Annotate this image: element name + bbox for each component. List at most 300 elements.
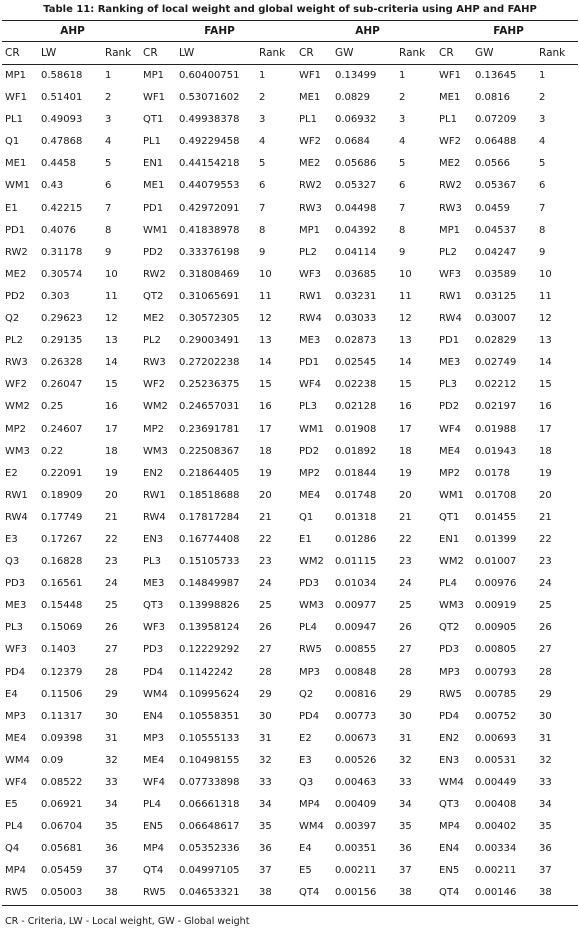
table-cell: WM3: [143, 445, 168, 457]
table-cell: 24: [539, 578, 552, 590]
table-row: [2, 242, 578, 264]
table-footnote: CR - Criteria, LW - Local weight, GW - Global weight: [5, 915, 250, 927]
table-cell: 38: [105, 887, 118, 899]
table-cell: 17: [105, 423, 118, 435]
table-cell: 5: [539, 158, 546, 170]
table-cell: 0.42215: [41, 202, 83, 214]
table-cell: ME1: [143, 180, 165, 192]
table-cell: 0.02238: [335, 379, 377, 391]
table-cell: ME2: [439, 158, 461, 170]
table-cell: 0.04498: [335, 202, 377, 214]
table-row: [2, 286, 578, 308]
table-cell: Q3: [299, 777, 314, 788]
table-cell: 0.00211: [335, 865, 377, 877]
table-cell: 0.01892: [335, 445, 377, 457]
table-cell: 6: [539, 180, 546, 192]
ranking-table: [2, 20, 578, 906]
table-row: [2, 684, 578, 706]
table-cell: 0.58618: [41, 70, 83, 81]
table-cell: 0.44154218: [179, 158, 240, 170]
table-cell: 2: [399, 92, 406, 104]
table-cell: 23: [259, 556, 272, 568]
table-cell: 0.02197: [475, 401, 517, 413]
table-cell: WF3: [5, 644, 28, 656]
table-cell: 0.16828: [41, 556, 83, 568]
column-header: CR: [439, 47, 454, 59]
table-cell: ME3: [299, 335, 321, 347]
table-cell: 0.13958124: [179, 622, 240, 634]
table-cell: PL3: [439, 379, 457, 391]
table-cell: Q2: [299, 688, 314, 700]
table-cell: 30: [539, 710, 552, 722]
table-cell: 3: [105, 114, 112, 126]
table-cell: 28: [259, 666, 272, 678]
table-cell: PD3: [299, 578, 320, 590]
table-cell: 27: [105, 644, 118, 656]
table-cell: 0.42972091: [179, 202, 240, 214]
table-cell: 0.01399: [475, 533, 517, 545]
table-cell: PL2: [299, 246, 317, 258]
column-header: GW: [335, 47, 354, 59]
table-cell: 0.30574: [41, 268, 83, 280]
table-row: [2, 308, 578, 330]
table-cell: WF2: [299, 136, 322, 148]
table-cell: 38: [259, 887, 272, 899]
table-cell: 35: [539, 821, 552, 833]
table-cell: 0.03007: [475, 313, 517, 325]
table-cell: QT2: [143, 290, 164, 302]
table-cell: 0.05459: [41, 865, 83, 877]
table-cell: 0.00463: [335, 777, 377, 788]
table-cell: 28: [105, 666, 118, 678]
table-cell: 12: [259, 313, 272, 325]
table-cell: 0.13499: [335, 70, 377, 81]
table-cell: RW2: [439, 180, 462, 192]
table-cell: WF2: [5, 379, 28, 391]
table-cell: WM2: [439, 556, 464, 568]
table-cell: 0.22091: [41, 467, 83, 479]
table-cell: 0.26328: [41, 357, 83, 369]
table-cell: 10: [105, 268, 118, 280]
table-cell: WM3: [439, 600, 464, 612]
table-cell: 12: [539, 313, 552, 325]
table-cell: 12: [105, 313, 118, 325]
table-cell: 0.22508367: [179, 445, 240, 457]
table-cell: 6: [259, 180, 266, 192]
table-cell: QT4: [143, 865, 164, 877]
table-cell: 0.01844: [335, 467, 377, 479]
table-cell: PD1: [299, 357, 320, 369]
table-cell: 0.15069: [41, 622, 83, 634]
table-row: [2, 551, 578, 573]
table-cell: 0.04537: [475, 224, 517, 236]
table-cell: 0.05367: [475, 180, 517, 192]
column-header: LW: [41, 47, 57, 59]
table-cell: 21: [399, 511, 412, 523]
table-cell: 0.00531: [475, 754, 517, 766]
table-cell: 37: [399, 865, 412, 877]
table-cell: 35: [259, 821, 272, 833]
table-cell: 0.16561: [41, 578, 83, 590]
table-cell: 13: [539, 335, 552, 347]
table-cell: 0.02212: [475, 379, 517, 391]
table-cell: 0.06704: [41, 821, 83, 833]
table-cell: 0.43: [41, 180, 64, 192]
table-cell: PL2: [439, 246, 457, 258]
table-cell: 15: [399, 379, 412, 391]
table-cell: 23: [105, 556, 118, 568]
table-cell: PD3: [143, 644, 164, 656]
table-cell: MP1: [5, 70, 27, 81]
table-cell: 0.08522: [41, 777, 83, 788]
table-cell: 18: [259, 445, 272, 457]
table-cell: E2: [299, 732, 312, 744]
table-cell: RW2: [299, 180, 322, 192]
table-cell: 28: [539, 666, 552, 678]
table-cell: WM2: [299, 556, 324, 568]
table-cell: 5: [105, 158, 112, 170]
table-cell: 4: [259, 136, 266, 148]
table-cell: 0.02749: [475, 357, 517, 369]
table-cell: PD4: [143, 666, 164, 678]
table-cell: 0.4076: [41, 224, 76, 236]
table-cell: 11: [539, 290, 552, 302]
table-row: [2, 131, 578, 153]
table-cell: 25: [539, 600, 552, 612]
table-cell: 0.00156: [335, 887, 377, 899]
table-cell: 36: [399, 843, 412, 855]
table-cell: 11: [259, 290, 272, 302]
table-cell: 31: [539, 732, 552, 744]
table-cell: 16: [539, 401, 552, 413]
table-cell: WM4: [439, 777, 464, 788]
table-cell: RW1: [5, 489, 28, 501]
table-cell: 0.17267: [41, 533, 83, 545]
table-cell: 0.27202238: [179, 357, 240, 369]
table-cell: 30: [399, 710, 412, 722]
table-cell: RW4: [143, 511, 166, 523]
table-cell: 0.02128: [335, 401, 377, 413]
table-cell: PL3: [5, 622, 23, 634]
table-cell: 0.303: [41, 290, 70, 302]
table-cell: 22: [539, 533, 552, 545]
table-cell: QT3: [143, 600, 164, 612]
table-cell: 38: [539, 887, 552, 899]
table-row: [2, 264, 578, 286]
table-cell: RW1: [143, 489, 166, 501]
table-cell: 0.09398: [41, 732, 83, 744]
table-cell: 0.00526: [335, 754, 377, 766]
table-cell: ME4: [299, 489, 321, 501]
table-cell: 23: [539, 556, 552, 568]
table-cell: 0.09: [41, 754, 64, 766]
table-cell: 0.1142242: [179, 666, 234, 678]
table-cell: 8: [399, 224, 406, 236]
table-cell: 19: [539, 467, 552, 479]
table-cell: Q4: [5, 843, 20, 855]
table-cell: 0.00752: [475, 710, 517, 722]
table-cell: 0.49938378: [179, 114, 240, 126]
table-cell: 0.05327: [335, 180, 377, 192]
table-cell: 0.06921: [41, 799, 83, 811]
table-cell: MP3: [143, 732, 165, 744]
table-cell: WM4: [5, 754, 30, 766]
table-cell: 0.00905: [475, 622, 517, 634]
table-cell: 0.01455: [475, 511, 517, 523]
table-cell: 10: [539, 268, 552, 280]
column-header: GW: [475, 47, 494, 59]
table-row: [2, 529, 578, 551]
table-cell: RW2: [5, 246, 28, 258]
table-cell: RW1: [299, 290, 322, 302]
table-cell: 38: [399, 887, 412, 899]
table-row: [2, 352, 578, 374]
table-cell: 0.0459: [475, 202, 511, 214]
table-cell: PL1: [299, 114, 317, 126]
table-cell: RW4: [299, 313, 322, 325]
table-row: [2, 374, 578, 396]
table-cell: WF3: [299, 268, 322, 280]
table-cell: Q2: [5, 313, 20, 325]
table-cell: RW3: [143, 357, 166, 369]
table-cell: 37: [105, 865, 118, 877]
group-header-ahp-gw: AHP: [355, 25, 380, 37]
table-cell: ME4: [439, 445, 461, 457]
table-row: [2, 153, 578, 175]
table-cell: 0.04392: [335, 224, 377, 236]
table-cell: E1: [299, 533, 312, 545]
table-cell: 30: [259, 710, 272, 722]
table-cell: EN1: [439, 533, 460, 545]
table-cell: PL4: [5, 821, 23, 833]
table-cell: 0.00408: [475, 799, 517, 811]
table-row: [2, 330, 578, 352]
table-row: [2, 109, 578, 131]
table-cell: 0.04114: [335, 246, 377, 258]
table-cell: 0.30572305: [179, 313, 240, 325]
table-cell: 0.51401: [41, 92, 83, 104]
table-cell: 7: [399, 202, 406, 214]
table-cell: 0.00947: [335, 622, 377, 634]
table-cell: 7: [539, 202, 546, 214]
table-cell: 17: [259, 423, 272, 435]
table-cell: RW3: [5, 357, 28, 369]
table-cell: EN2: [439, 732, 460, 744]
table-cell: 36: [105, 843, 118, 855]
table-cell: RW5: [5, 887, 28, 899]
table-cell: 3: [399, 114, 406, 126]
table-cell: 0.44079553: [179, 180, 240, 192]
table-cell: PL2: [5, 335, 23, 347]
table-cell: 0.29623: [41, 313, 83, 325]
table-cell: 4: [105, 136, 112, 148]
table-cell: 1: [399, 70, 406, 81]
table-cell: 0.01115: [335, 556, 377, 568]
table-cell: PL1: [143, 136, 161, 148]
table-cell: 21: [259, 511, 272, 523]
table-cell: 33: [539, 777, 552, 788]
column-header: LW: [179, 47, 195, 59]
table-cell: MP3: [5, 710, 27, 722]
column-header: CR: [299, 47, 314, 59]
table-cell: 0.01034: [335, 578, 377, 590]
table-cell: 0.04653321: [179, 887, 240, 899]
table-cell: RW4: [5, 511, 28, 523]
table-cell: 0.01318: [335, 511, 377, 523]
table-cell: 0.23691781: [179, 423, 240, 435]
table-cell: 16: [399, 401, 412, 413]
table-cell: 35: [105, 821, 118, 833]
table-cell: WM4: [143, 688, 168, 700]
table-cell: 7: [259, 202, 266, 214]
table-cell: MP4: [5, 865, 27, 877]
table-cell: 5: [259, 158, 266, 170]
table-cell: 1: [259, 70, 266, 81]
table-cell: 7: [105, 202, 112, 214]
table-cell: 0.18909: [41, 489, 83, 501]
table-cell: 25: [399, 600, 412, 612]
table-cell: QT1: [439, 511, 460, 523]
table-cell: 0.12379: [41, 666, 83, 678]
table-cell: 0.4458: [41, 158, 76, 170]
table-cell: 35: [399, 821, 412, 833]
column-header: CR: [143, 47, 158, 59]
table-cell: 37: [259, 865, 272, 877]
table-cell: 0.01286: [335, 533, 377, 545]
table-cell: EN3: [143, 533, 164, 545]
table-cell: 33: [105, 777, 118, 788]
table-cell: 9: [105, 246, 112, 258]
table-cell: 23: [399, 556, 412, 568]
column-header: Rank: [105, 47, 132, 59]
table-cell: EN5: [439, 865, 460, 877]
table-cell: MP1: [439, 224, 461, 236]
table-cell: 15: [259, 379, 272, 391]
table-cell: 0.00805: [475, 644, 517, 656]
table-cell: MP4: [439, 821, 461, 833]
table-cell: MP2: [5, 423, 27, 435]
table-cell: ME4: [143, 754, 165, 766]
table-cell: 0.01708: [475, 489, 517, 501]
table-cell: PD3: [5, 578, 26, 590]
table-cell: 0.12229292: [179, 644, 240, 656]
table-row: [2, 485, 578, 507]
column-header: Rank: [259, 47, 286, 59]
table-row: [2, 198, 578, 220]
table-cell: 21: [539, 511, 552, 523]
table-cell: 31: [399, 732, 412, 744]
table-cell: PL4: [299, 622, 317, 634]
table-cell: E4: [5, 688, 18, 700]
table-cell: 0.25: [41, 401, 64, 413]
table-cell: 3: [539, 114, 546, 126]
table-row: [2, 220, 578, 242]
table-cell: E2: [5, 467, 18, 479]
column-header: Rank: [399, 47, 426, 59]
table-cell: 20: [105, 489, 118, 501]
table-cell: ME3: [143, 578, 165, 590]
table-cell: 9: [259, 246, 266, 258]
table-cell: 0.05681: [41, 843, 83, 855]
table-cell: E3: [5, 533, 18, 545]
table-cell: 26: [105, 622, 118, 634]
table-cell: Q1: [299, 511, 314, 523]
table-cell: 22: [399, 533, 412, 545]
table-cell: 22: [259, 533, 272, 545]
table-cell: 0.0178: [475, 467, 511, 479]
table-cell: WM1: [143, 224, 168, 236]
table-row: [2, 750, 578, 772]
table-row: [2, 463, 578, 485]
table-cell: QT2: [439, 622, 460, 634]
group-header-ahp-lw: AHP: [60, 25, 85, 37]
table-cell: RW3: [439, 202, 462, 214]
table-row: [2, 728, 578, 750]
table-cell: RW5: [143, 887, 166, 899]
table-cell: 33: [259, 777, 272, 788]
table-cell: WM3: [299, 600, 324, 612]
table-cell: 34: [105, 799, 118, 811]
table-cell: 0.26047: [41, 379, 83, 391]
table-cell: 8: [105, 224, 112, 236]
table-row: [2, 175, 578, 197]
table-cell: MP1: [299, 224, 321, 236]
table-cell: Q3: [5, 556, 20, 568]
table-cell: 25: [259, 600, 272, 612]
table-cell: 0.01007: [475, 556, 517, 568]
table-cell: 8: [259, 224, 266, 236]
table-cell: 0.31178: [41, 246, 83, 258]
table-cell: 34: [539, 799, 552, 811]
table-cell: 0.15105733: [179, 556, 240, 568]
table-cell: 0.60400751: [179, 70, 240, 81]
table-cell: 31: [259, 732, 272, 744]
table-cell: 12: [399, 313, 412, 325]
table-cell: 36: [539, 843, 552, 855]
table-row: [2, 65, 578, 88]
table-cell: 0.13998826: [179, 600, 240, 612]
table-cell: ME4: [5, 732, 27, 744]
table-cell: WF4: [5, 777, 28, 788]
table-cell: 13: [259, 335, 272, 347]
table-cell: 0.03033: [335, 313, 377, 325]
table-cell: 30: [105, 710, 118, 722]
table-body: [2, 65, 578, 906]
table-cell: 0.29003491: [179, 335, 240, 347]
table-cell: 20: [539, 489, 552, 501]
table-cell: 0.24607: [41, 423, 83, 435]
table-cell: WF3: [143, 622, 166, 634]
table-cell: RW5: [439, 688, 462, 700]
table-cell: 0.01943: [475, 445, 517, 457]
table-cell: PL3: [143, 556, 161, 568]
table-cell: 0.05003: [41, 887, 83, 899]
table-cell: 0.00449: [475, 777, 517, 788]
table-cell: 4: [399, 136, 406, 148]
table-cell: MP1: [143, 70, 165, 81]
table-cell: MP3: [439, 666, 461, 678]
table-row: [2, 595, 578, 617]
table-cell: 10: [399, 268, 412, 280]
table-cell: 0.07209: [475, 114, 517, 126]
table-cell: 14: [259, 357, 272, 369]
table-cell: 0.14849987: [179, 578, 240, 590]
table-cell: 0.01748: [335, 489, 377, 501]
table-cell: ME3: [439, 357, 461, 369]
table-cell: 0.0829: [335, 92, 371, 104]
table-cell: 0.25236375: [179, 379, 240, 391]
table-cell: 14: [539, 357, 552, 369]
